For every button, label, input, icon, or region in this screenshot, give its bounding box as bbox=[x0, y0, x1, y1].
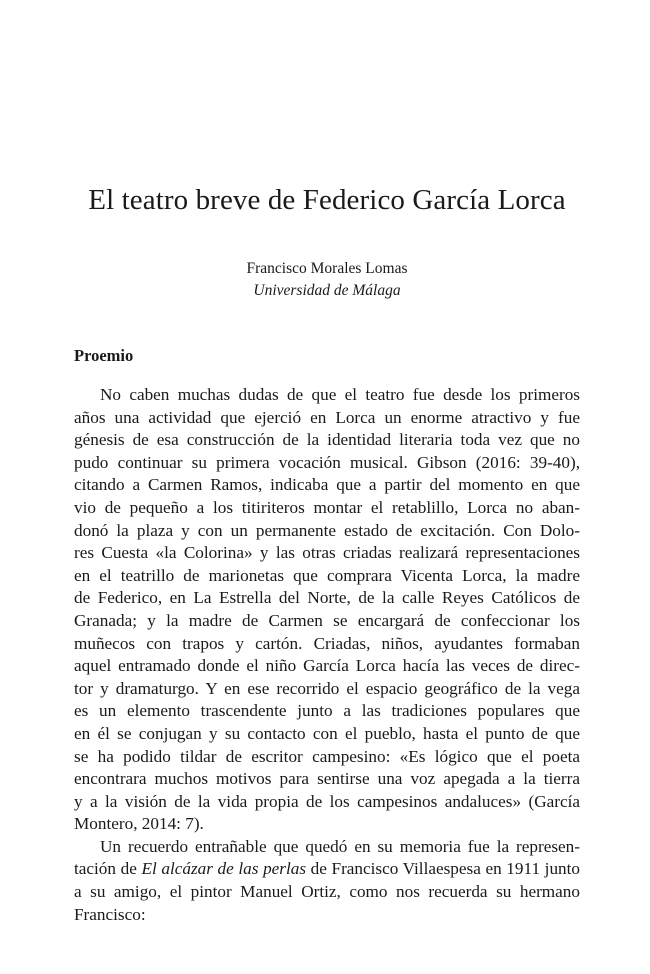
document-page bbox=[74, 0, 580, 974]
text-line: vio de pequeño a los titiriteros montar el retablillo, Lorca no aban- bbox=[74, 497, 580, 517]
chapter-title: El teatro breve de Federico García Lorca bbox=[88, 184, 566, 216]
text-line: donó la plaza y con un permanente estado de excitación. Con Dolo- bbox=[74, 520, 580, 540]
text-line: años una actividad que ejerció en Lorca un enorme atractivo y fue bbox=[74, 407, 580, 427]
text-line: génesis de esa construcción de la identidad literaria toda vez que no bbox=[74, 430, 580, 450]
text-line: encontrara muchos motivos para sentirse una voz apegada a la tierra bbox=[74, 769, 580, 789]
paragraph-1 bbox=[74, 384, 580, 836]
section-heading: Proemio bbox=[74, 346, 134, 365]
text-line: Un recuerdo entrañable que quedó en su memoria fue la represen- bbox=[100, 836, 580, 856]
author-affiliation: Universidad de Málaga bbox=[253, 282, 401, 299]
text-line: muñecos con trapos y cartón. Criadas, niños, ayudantes formaban bbox=[74, 633, 580, 653]
text-fragment: tación de bbox=[74, 859, 142, 879]
text-fragment: de Francisco Villaespesa en 1911 junto bbox=[306, 859, 580, 879]
text-line: Granada; y la madre de Carmen se encargará de confeccionar los bbox=[74, 610, 580, 630]
text-line: aquel entramado donde el niño García Lorca hacía las veces de direc- bbox=[74, 656, 580, 676]
paragraph-2 bbox=[74, 836, 580, 926]
text-line: tor y dramaturgo. Y en ese recorrido el espacio geográfico de la vega bbox=[74, 678, 580, 698]
text-line: a su amigo, el pintor Manuel Ortiz, como nos recuerda su hermano bbox=[74, 882, 580, 902]
text-line: No caben muchas dudas de que el teatro fue desde los primeros bbox=[100, 385, 580, 404]
text-line: de Federico, en La Estrella del Norte, de la calle Reyes Católicos de bbox=[74, 588, 580, 608]
text-line: citando a Carmen Ramos, indicaba que a partir del momento en que bbox=[74, 475, 580, 495]
body-text bbox=[74, 384, 580, 926]
text-line: pudo continuar su primera vocación musical. Gibson (2016: 39-40), bbox=[74, 452, 580, 472]
text-line: en él se conjugan y su contacto con el pueblo, hasta el punto de que bbox=[74, 723, 580, 743]
text-line: en el teatrillo de marionetas que comprara Vicenta Lorca, la madre bbox=[74, 565, 580, 585]
text-line: Francisco: bbox=[74, 904, 146, 924]
text-line: es un elemento trascendente junto a las tradiciones populares que bbox=[74, 701, 580, 721]
text-line: Montero, 2014: 7). bbox=[74, 814, 204, 834]
text-line: res Cuesta «la Colorina» y las otras criadas realizará representaciones bbox=[74, 543, 580, 563]
work-title: El alcázar de las perlas bbox=[141, 859, 307, 879]
author-name: Francisco Morales Lomas bbox=[246, 260, 408, 277]
text-line bbox=[74, 858, 580, 881]
text-line: se ha podido tildar de escritor campesino: «Es lógico que el poeta bbox=[74, 746, 580, 766]
text-line: y a la visión de la vida propia de los campesinos andaluces» (García bbox=[74, 791, 580, 811]
